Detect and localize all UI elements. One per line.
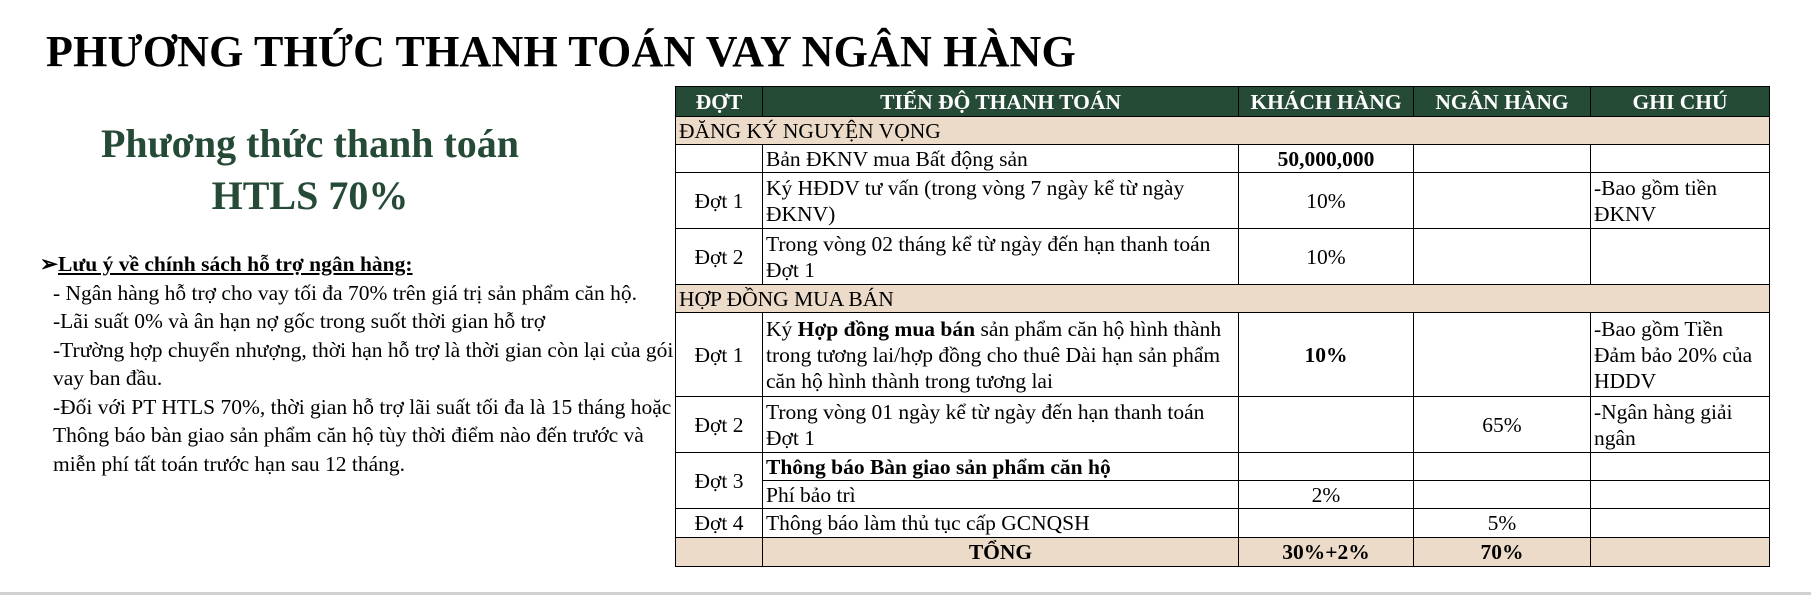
notes-heading-text: Lưu ý về chính sách hỗ trợ ngân hàng: [58, 252, 413, 276]
cell-bank [1414, 313, 1591, 397]
desc-pre: Ký [766, 316, 798, 341]
notes-heading [40, 250, 680, 279]
table-row [676, 229, 1770, 285]
header-bank: NGÂN HÀNG [1414, 87, 1591, 117]
note-item: -Đối với PT HTLS 70%, thời gian hỗ trợ lãi suất tối đa là 15 tháng hoặc Thông báo bàn giao sản phẩm căn hộ tùy thời điểm nào đến trước và miễn phí tất toán trước hạn sau 12 tháng. [53, 394, 672, 476]
cell-note [1591, 453, 1770, 481]
notes-list [40, 279, 680, 479]
table-row [676, 145, 1770, 173]
header-dot: ĐỢT [676, 87, 763, 117]
header-progress: TIẾN ĐỘ THANH TOÁN [763, 87, 1239, 117]
cell-desc: Thông báo làm thủ tục cấp GCNQSH [763, 509, 1239, 538]
cell-customer [1239, 509, 1414, 538]
cell-customer: 10% [1239, 229, 1414, 285]
table-row [676, 397, 1770, 453]
cell-note [1591, 509, 1770, 538]
plan-title-line-2: HTLS 70% [211, 173, 409, 218]
cell-note [1591, 481, 1770, 509]
cell-dot: Đợt 2 [676, 229, 763, 285]
cell-desc: Ký HĐDV tư vấn (trong vòng 7 ngày kể từ ngày ĐKNV) [763, 173, 1239, 229]
cell-desc: Bản ĐKNV mua Bất động sản [763, 145, 1239, 173]
section-row-registration [676, 117, 1770, 145]
cell-customer [1239, 453, 1414, 481]
cell-bank [1414, 173, 1591, 229]
section-label: ĐĂNG KÝ NGUYỆN VỌNG [676, 117, 1770, 145]
section-label: HỢP ĐỒNG MUA BÁN [676, 285, 1770, 313]
cell-dot [676, 538, 763, 567]
cell-note [1591, 229, 1770, 285]
table-row [676, 173, 1770, 229]
total-row [676, 538, 1770, 567]
page-title: PHƯƠNG THỨC THANH TOÁN VAY NGÂN HÀNG [46, 27, 1076, 76]
total-label: TỔNG [763, 538, 1239, 567]
section-row-contract [676, 285, 1770, 313]
cell-dot: Đợt 1 [676, 313, 763, 397]
plan-title [40, 118, 580, 222]
cell-desc: Phí bảo trì [763, 481, 1239, 509]
desc-post: sản phẩm căn hộ hình thành trong tương lai/hợp đồng cho thuê Dài hạn sản phẩm căn hộ hình thành trong tương lai [766, 316, 1222, 393]
cell-customer: 50,000,000 [1239, 145, 1414, 173]
cell-bank [1414, 481, 1591, 509]
table-row [676, 453, 1770, 481]
plan-title-line-1: Phương thức thanh toán [100, 121, 520, 166]
cell-customer [1239, 397, 1414, 453]
cell-dot: Đợt 1 [676, 173, 763, 229]
header-note: GHI CHÚ [1591, 87, 1770, 117]
cell-desc: Thông báo Bàn giao sản phẩm căn hộ [763, 453, 1239, 481]
arrow-bullet-icon: ➢ [40, 252, 59, 276]
cell-bank: 65% [1414, 397, 1591, 453]
cell-note: -Bao gồm Tiền Đảm bảo 20% của HDDV [1591, 313, 1770, 397]
note-item: -Trường hợp chuyển nhượng, thời hạn hỗ trợ là thời gian còn lại của gói vay ban đầu. [53, 337, 674, 390]
cell-customer: 10% [1239, 173, 1414, 229]
cell-bank [1414, 453, 1591, 481]
cell-customer: 10% [1239, 313, 1414, 397]
cell-desc: Trong vòng 01 ngày kể từ ngày đến hạn thanh toán Đợt 1 [763, 397, 1239, 453]
policy-notes [40, 250, 680, 478]
total-customer: 30%+2% [1239, 538, 1414, 567]
header-customer: KHÁCH HÀNG [1239, 87, 1414, 117]
cell-bank: 5% [1414, 509, 1591, 538]
table-row [676, 313, 1770, 397]
note-item: -Lãi suất 0% và ân hạn nợ gốc trong suốt thời gian hỗ trợ [53, 309, 546, 333]
note-item: - Ngân hàng hỗ trợ cho vay tối đa 70% trên giá trị sản phẩm căn hộ. [53, 280, 637, 305]
cell-note [1591, 538, 1770, 567]
cell-note [1591, 145, 1770, 173]
cell-desc: Trong vòng 02 tháng kể từ ngày đến hạn thanh toán Đợt 1 [763, 229, 1239, 285]
cell-dot: Đợt 4 [676, 509, 763, 538]
cell-desc [763, 313, 1239, 397]
cell-note: -Ngân hàng giải ngân [1591, 397, 1770, 453]
cell-dot [676, 145, 763, 173]
payment-schedule-table [675, 86, 1770, 567]
cell-bank [1414, 229, 1591, 285]
table-row [676, 481, 1770, 509]
table-row [676, 509, 1770, 538]
table-header-row [676, 87, 1770, 117]
desc-bold: Hợp đồng mua bán [797, 316, 976, 341]
total-bank: 70% [1414, 538, 1591, 567]
cell-note: -Bao gồm tiền ĐKNV [1591, 173, 1770, 229]
cell-dot: Đợt 3 [676, 453, 763, 509]
cell-customer: 2% [1239, 481, 1414, 509]
cell-dot: Đợt 2 [676, 397, 763, 453]
cell-bank [1414, 145, 1591, 173]
